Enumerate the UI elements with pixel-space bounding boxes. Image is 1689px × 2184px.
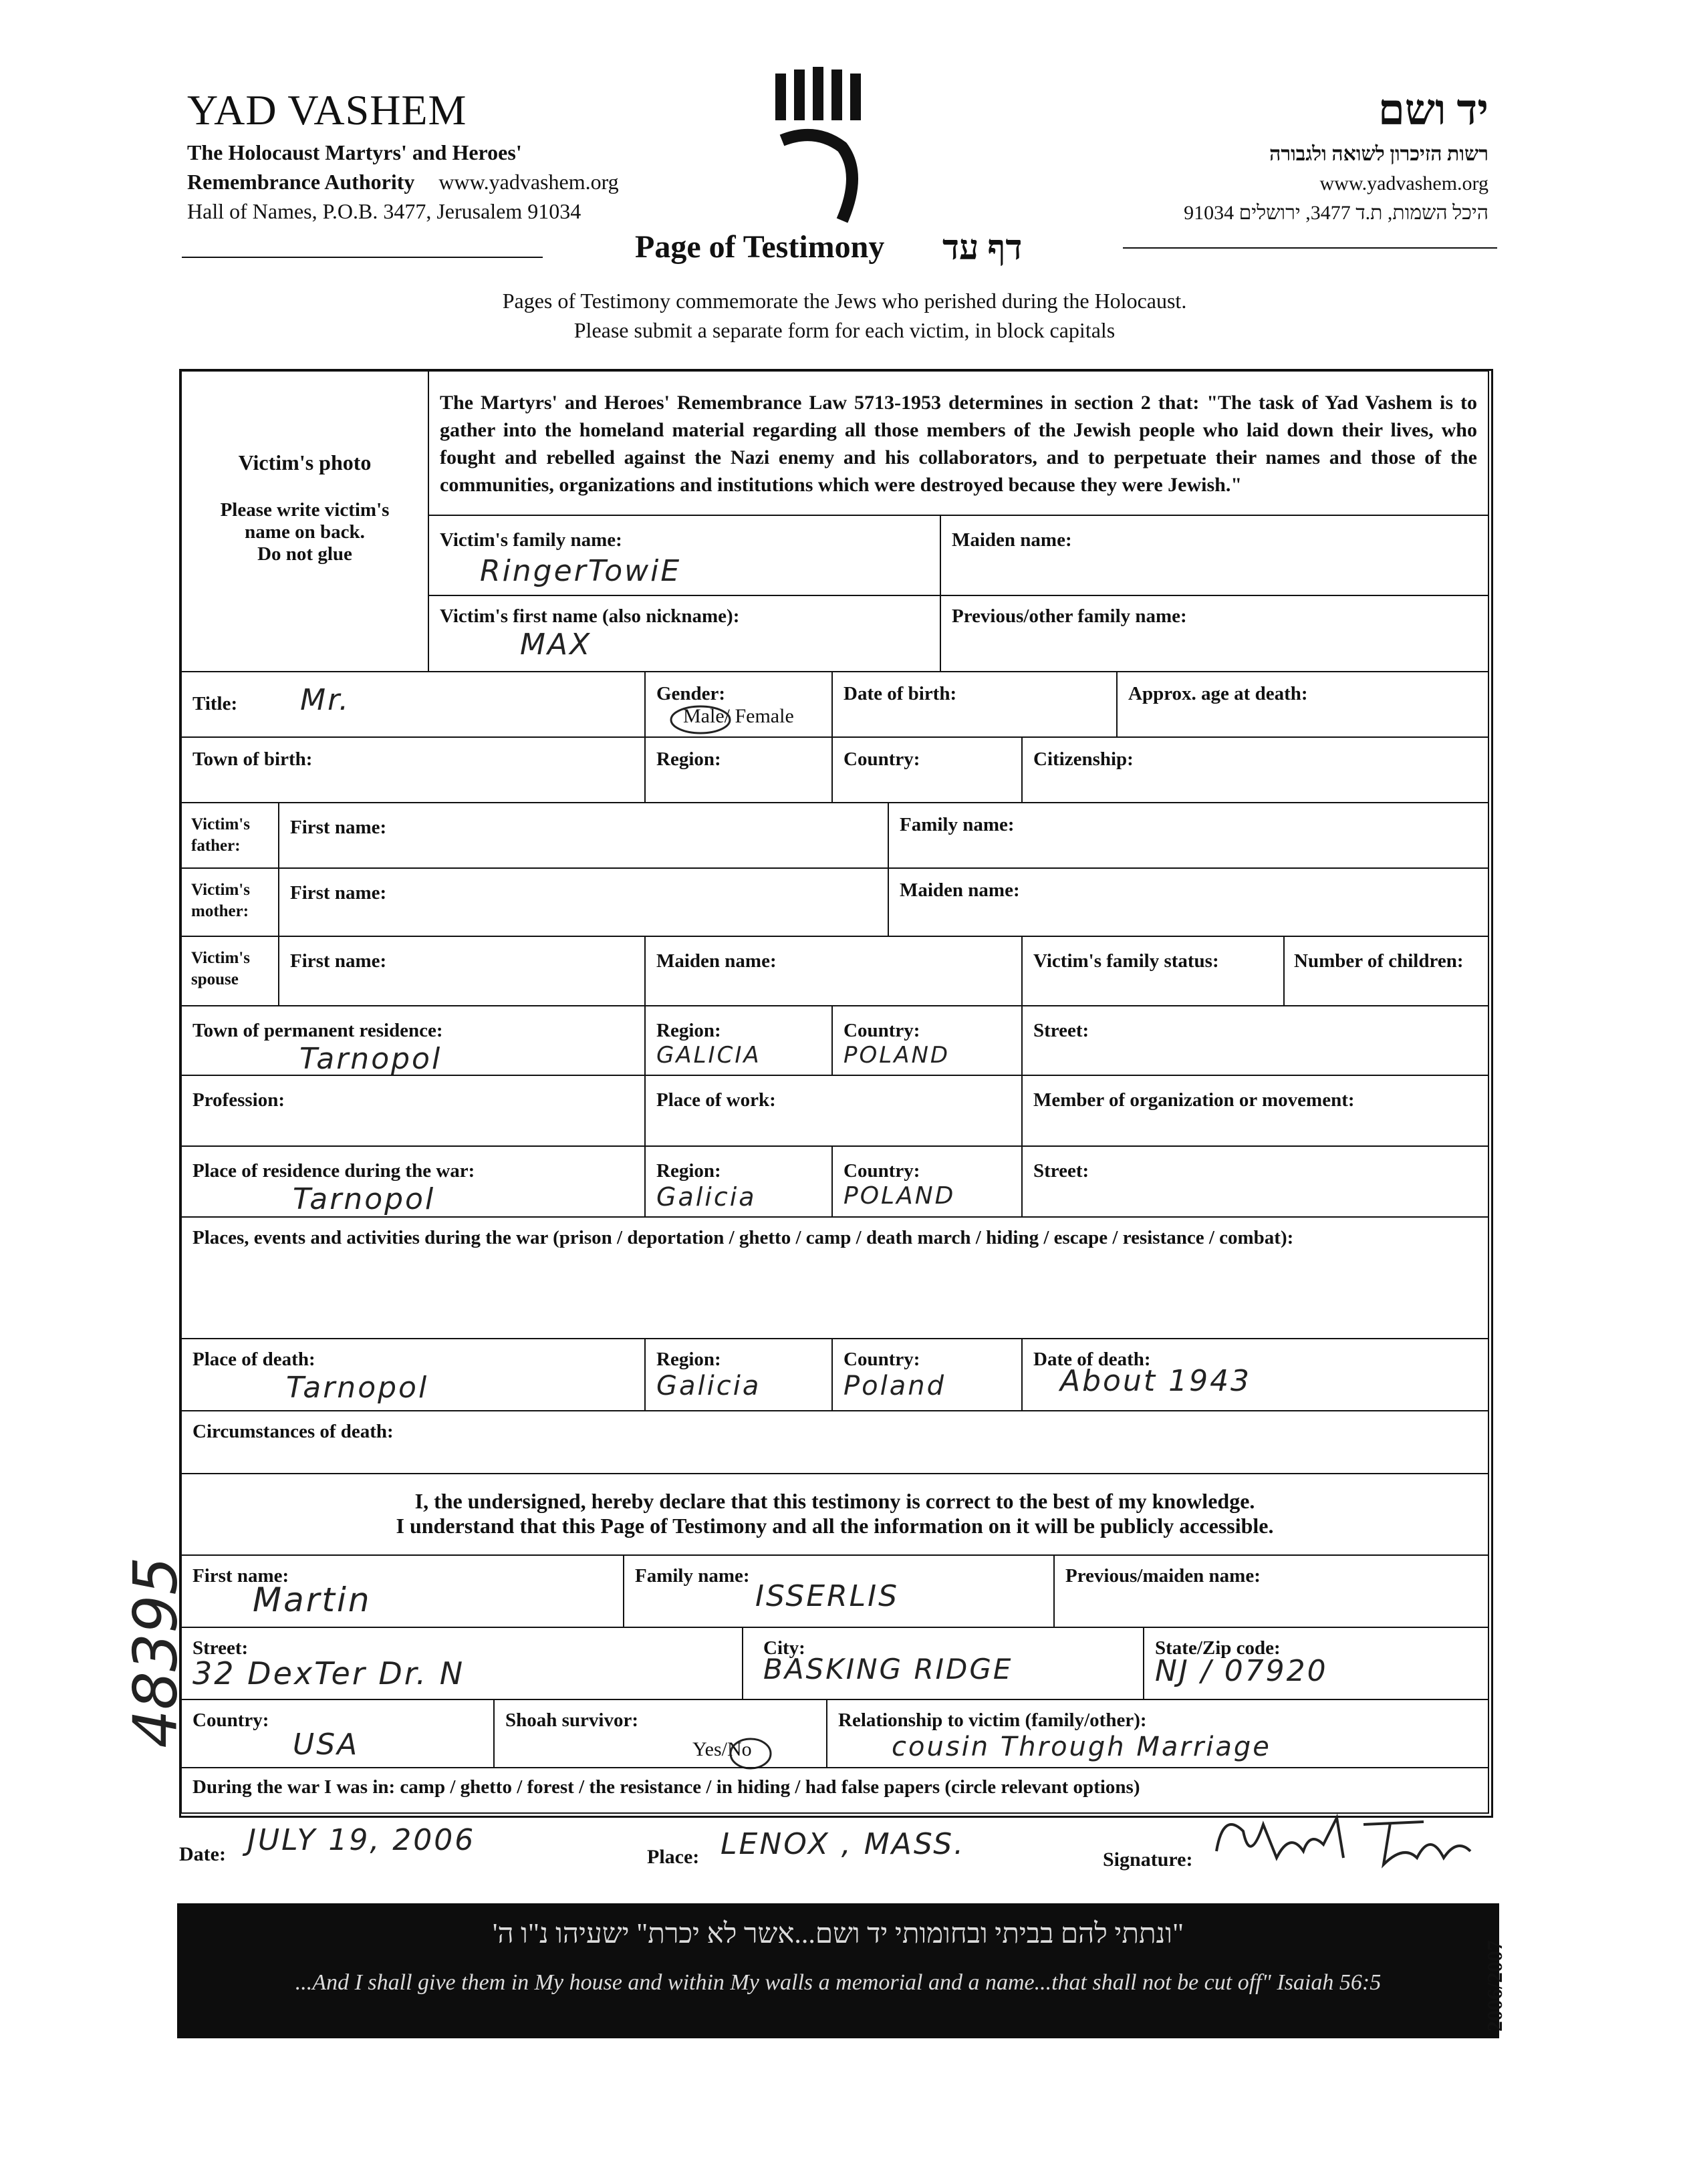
war-place-value: Tarnopol — [293, 1182, 436, 1216]
photo-note3: Do not glue — [257, 543, 352, 565]
father-first-field[interactable] — [278, 802, 889, 869]
war-country-value: POLAND — [843, 1182, 956, 1210]
submitter-street-field[interactable] — [180, 1627, 743, 1700]
relationship-label: Relationship to victim (family/other): — [838, 1710, 1147, 1731]
spouse-first-field[interactable] — [278, 936, 646, 1006]
mother-label-cell — [180, 867, 279, 937]
photo-note2: name on back. — [245, 521, 365, 543]
declaration-box — [180, 1473, 1489, 1556]
profession-label: Profession: — [192, 1089, 285, 1111]
org-website: www.yadvashem.org — [438, 170, 619, 194]
submitter-state-label: State/Zip code: — [1155, 1637, 1281, 1659]
war-street-field[interactable] — [1021, 1145, 1489, 1218]
death-region-label: Region: — [656, 1349, 721, 1370]
family-status-label: Victim's family status: — [1033, 950, 1219, 972]
war-place-field[interactable] — [180, 1145, 646, 1218]
death-date-value: About 1943 — [1060, 1364, 1252, 1398]
org-line1: The Holocaust Martyrs' and Heroes' — [187, 140, 522, 164]
shoah-survivor-label: Shoah survivor: — [505, 1710, 639, 1731]
submitter-first-field[interactable] — [180, 1554, 624, 1628]
death-region-field[interactable] — [644, 1338, 833, 1411]
org-line2-row — [187, 170, 619, 194]
gender-circle-mark — [668, 703, 733, 736]
residence-town-field[interactable] — [180, 1005, 646, 1076]
death-place-label: Place of death: — [192, 1349, 315, 1370]
war-region-value: Galicia — [656, 1182, 757, 1212]
gender-options: Male/ Female — [683, 705, 794, 727]
submitter-prev-field[interactable] — [1053, 1554, 1489, 1628]
residence-street-label: Street: — [1033, 1020, 1089, 1041]
footer-banner — [177, 1903, 1499, 2038]
circumstances-label: Circumstances of death: — [192, 1421, 394, 1442]
submitter-country-field[interactable] — [180, 1699, 495, 1768]
death-country-field[interactable] — [831, 1338, 1023, 1411]
children-field[interactable] — [1283, 936, 1489, 1006]
gender-label: Gender: — [656, 683, 726, 704]
family-name-field[interactable] — [428, 515, 941, 596]
father-family-field[interactable] — [888, 802, 1489, 869]
war-place-label: Place of residence during the war: — [192, 1160, 475, 1182]
birth-region-field[interactable] — [644, 736, 833, 803]
declaration-line2: I understand that this Page of Testimony and all the information on it will be publicly accessible. — [396, 1514, 1274, 1538]
town-birth-field[interactable] — [180, 736, 646, 803]
war-street-label: Street: — [1033, 1160, 1089, 1182]
signoff-date-value[interactable]: JULY 19, 2006 — [247, 1823, 476, 1857]
previous-family-field[interactable] — [940, 595, 1489, 672]
residence-town-label: Town of permanent residence: — [192, 1020, 443, 1041]
relationship-field[interactable] — [826, 1699, 1489, 1768]
photo-title: Victim's photo — [238, 450, 372, 474]
residence-region-label: Region: — [656, 1020, 721, 1041]
father-first-label: First name: — [290, 817, 387, 838]
submitter-country-value: USA — [293, 1728, 360, 1762]
submitter-family-label: Family name: — [635, 1565, 750, 1587]
spouse-maiden-label: Maiden name: — [656, 950, 777, 972]
war-location-label: During the war I was in: camp / ghetto / forest / the resistance / in hiding / had false papers (circle relevant options) — [192, 1776, 1140, 1798]
first-name-label: Victim's first name (also nickname): — [440, 605, 740, 627]
work-label: Place of work: — [656, 1089, 776, 1111]
law-text: The Martyrs' and Heroes' Remembrance Law 5713-1953 determines in section 2 that: "The task of Yad Vashem is to gather into the homeland material regarding all those members of the Jewish people who laid down their lives, who fought and rebelled against the Nazi enemy and his collaborators, and to perpetuate their names and those of the communities, organizations and institutions which were destroyed because they were Jewish." — [440, 392, 1477, 496]
spouse-label: Victim's spouse — [191, 949, 250, 988]
org-address: Hall of Names, P.O.B. 3477, Jerusalem 91034 — [187, 199, 581, 223]
maiden-name-field[interactable] — [940, 515, 1489, 596]
first-name-field[interactable] — [428, 595, 941, 672]
family-name-label: Victim's family name: — [440, 529, 622, 551]
residence-country-field[interactable] — [831, 1005, 1023, 1076]
residence-country-label: Country: — [843, 1020, 920, 1041]
submitter-city-value: BASKING RIDGE — [763, 1653, 1013, 1685]
birth-region-label: Region: — [656, 748, 721, 770]
age-field[interactable] — [1116, 671, 1489, 738]
form-title: Page of Testimony — [635, 229, 885, 265]
title-label: Title: — [192, 693, 238, 714]
header-rule-right — [1123, 247, 1497, 249]
mother-label: Victim's mother: — [191, 881, 250, 920]
shoah-survivor-field[interactable] — [493, 1699, 827, 1768]
events-field[interactable] — [180, 1216, 1489, 1339]
signoff-date-label: Date: — [179, 1843, 226, 1865]
version-label: 2006/2007 — [1482, 1940, 1507, 2032]
intro-line2: Please submit a separate form for each victim, in block capitals — [573, 318, 1116, 342]
family-name-value: RingerTowiE — [480, 554, 682, 588]
submitter-prev-label: Previous/maiden name: — [1065, 1565, 1261, 1587]
footer-english: ...And I shall give them in My house and within My walls a memorial and a name...that shall not be cut off" Isaiah 56:5 — [295, 1970, 1382, 1995]
submitter-state-value: NJ / 07920 — [1155, 1654, 1328, 1688]
death-date-label: Date of death: — [1033, 1349, 1151, 1370]
heb-name: יד ושם — [1378, 86, 1488, 134]
signoff-place-label: Place: — [647, 1846, 700, 1868]
submitter-family-field[interactable] — [623, 1554, 1055, 1628]
death-place-value: Tarnopol — [286, 1371, 429, 1405]
age-label: Approx. age at death: — [1128, 683, 1308, 704]
mother-maiden-label: Maiden name: — [900, 879, 1020, 901]
heb-website: www.yadvashem.org — [1319, 172, 1488, 194]
maiden-name-label: Maiden name: — [952, 529, 1072, 551]
death-region-value: Galicia — [656, 1371, 761, 1401]
residence-town-value: Tarnopol — [299, 1042, 442, 1076]
submitter-street-value: 32 DexTer Dr. N — [192, 1655, 465, 1691]
submitter-state-field[interactable] — [1143, 1627, 1489, 1700]
header-rule-left — [182, 257, 543, 258]
previous-family-label: Previous/other family name: — [952, 605, 1187, 627]
death-place-field[interactable] — [180, 1338, 646, 1411]
form-title-heb: דף עד — [942, 229, 1023, 267]
relationship-value: cousin Through Marriage — [892, 1732, 1271, 1762]
father-label-cell — [180, 802, 279, 869]
dob-label: Date of birth: — [843, 683, 957, 704]
residence-street-field[interactable] — [1021, 1005, 1489, 1076]
death-date-field[interactable] — [1021, 1338, 1489, 1411]
dob-field[interactable] — [831, 671, 1118, 738]
submitter-city-field[interactable] — [742, 1627, 1144, 1700]
citizenship-field[interactable] — [1021, 736, 1489, 803]
signature-drawing[interactable] — [1203, 1804, 1484, 1878]
footer-hebrew: "ונתתי להם בביתי ובחומותי יד ושם...אשר לא יכרת" ישעיהו נ"ו ה' — [492, 1919, 1184, 1949]
mother-first-field[interactable] — [278, 867, 889, 937]
photo-note1: Please write victim's — [220, 499, 390, 521]
family-status-field[interactable] — [1021, 936, 1285, 1006]
submitter-city-label: City: — [763, 1637, 805, 1659]
war-region-field[interactable] — [644, 1145, 833, 1218]
yad-vashem-logo-icon — [769, 67, 882, 227]
member-field[interactable] — [1021, 1075, 1489, 1147]
death-country-value: Poland — [843, 1371, 946, 1401]
residence-region-field[interactable] — [644, 1005, 833, 1076]
mother-maiden-field[interactable] — [888, 867, 1489, 937]
spouse-label-cell — [180, 936, 279, 1006]
shoah-survivor-options: Yes/No — [692, 1738, 752, 1760]
spouse-maiden-field[interactable] — [644, 936, 1023, 1006]
children-label: Number of children: — [1294, 950, 1464, 972]
submitter-street-label: Street: — [192, 1637, 249, 1659]
gender-field[interactable] — [644, 671, 833, 738]
work-field[interactable] — [644, 1075, 1023, 1147]
signoff-place-value[interactable]: LENOX , MASS. — [721, 1827, 966, 1861]
org-name: YAD VASHEM — [187, 86, 467, 134]
heb-address: היכל השמות, ת.ד 3477, ירושלים 91034 — [1184, 202, 1488, 224]
birth-country-field[interactable] — [831, 736, 1023, 803]
residence-region-value: GALICIA — [656, 1042, 761, 1069]
war-country-field[interactable] — [831, 1145, 1023, 1218]
town-birth-label: Town of birth: — [192, 748, 313, 770]
father-family-label: Family name: — [900, 814, 1015, 835]
spouse-first-label: First name: — [290, 950, 387, 972]
photo-box — [180, 370, 429, 672]
citizenship-label: Citizenship: — [1033, 748, 1134, 770]
events-label: Places, events and activities during the war (prison / deportation / ghetto / camp / death march / hiding / escape / resistance / combat): — [192, 1227, 1294, 1248]
title-value: Mr. — [300, 683, 351, 717]
profession-field[interactable] — [180, 1075, 646, 1147]
birth-country-label: Country: — [843, 748, 920, 770]
member-label: Member of organization or movement: — [1033, 1089, 1355, 1111]
heb-line1: רשות הזיכרון לשואה ולגבורה — [1269, 143, 1488, 165]
mother-first-label: First name: — [290, 882, 387, 904]
death-country-label: Country: — [843, 1349, 920, 1370]
residence-country-value: POLAND — [843, 1042, 950, 1069]
side-number: 48395 — [120, 1556, 191, 1748]
war-region-label: Region: — [656, 1160, 721, 1182]
org-line2: Remembrance Authority — [187, 170, 415, 194]
submitter-first-value: Martin — [253, 1581, 372, 1619]
law-box — [428, 370, 1489, 516]
title-field[interactable] — [180, 671, 646, 738]
submitter-first-label: First name: — [192, 1565, 289, 1587]
circumstances-field[interactable] — [180, 1410, 1489, 1474]
declaration-line1: I, the undersigned, hereby declare that this testimony is correct to the best of my knowledge. — [414, 1489, 1255, 1513]
father-label: Victim's father: — [191, 815, 250, 855]
first-name-value: MAX — [520, 628, 592, 662]
submitter-family-value: ISSERLIS — [755, 1579, 900, 1613]
intro-line1: Pages of Testimony commemorate the Jews who perished during the Holocaust. — [502, 289, 1187, 313]
signature-label: Signature: — [1103, 1849, 1193, 1871]
submitter-country-label: Country: — [192, 1710, 269, 1731]
war-country-label: Country: — [843, 1160, 920, 1182]
